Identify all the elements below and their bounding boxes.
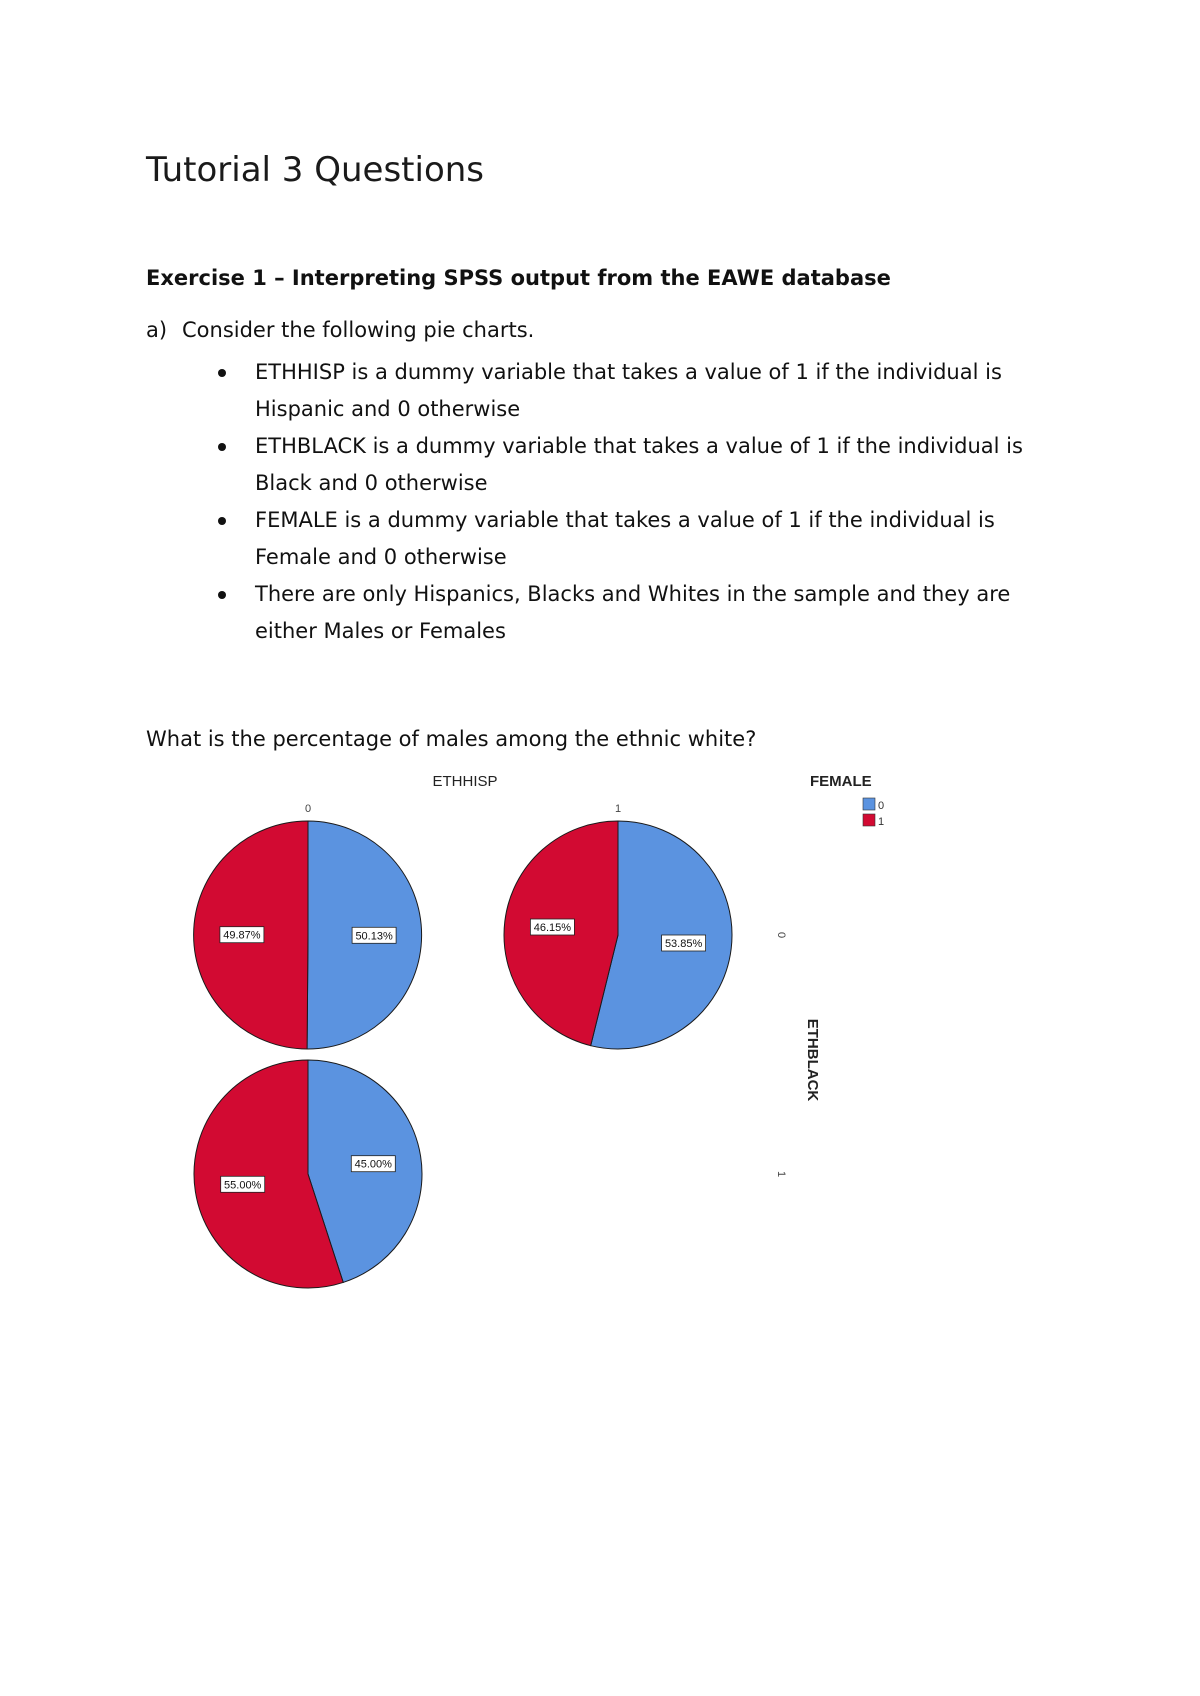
- pie-2-data-label-0: 45.00%: [354, 1158, 392, 1171]
- list-item-text: ETHBLACK is a dummy variable that takes a value of 1 if the individual is Black and 0 otherwise: [255, 434, 1023, 495]
- column-label-0: 0: [304, 803, 312, 815]
- list-item-text: ETHHISP is a dummy variable that takes a value of 1 if the individual is Hispanic and 0 otherwise: [255, 360, 1002, 421]
- list-item: [215, 354, 1075, 428]
- row-label-1: 1: [775, 1170, 787, 1178]
- list-item-text: There are only Hispanics, Blacks and Whites in the sample and they are either Males or Females: [255, 582, 1011, 643]
- bullet-icon: [218, 517, 226, 525]
- legend-label-1: 1: [878, 816, 885, 828]
- definition-list: [215, 354, 1075, 650]
- list-item-text: FEMALE is a dummy variable that takes a value of 1 if the individual is Female and 0 otherwise: [255, 508, 995, 569]
- legend-label-0: 0: [878, 800, 885, 812]
- pie-chart-svg: [180, 760, 960, 1320]
- pie-0-data-label-1: 49.87%: [223, 929, 261, 942]
- pie-0-data-label-0: 50.13%: [355, 930, 393, 943]
- question-a-text: Consider the following pie charts.: [182, 318, 535, 342]
- bullet-icon: [218, 591, 226, 599]
- question-a-marker: a): [146, 318, 168, 342]
- bullet-icon: [218, 443, 226, 451]
- exercise-heading: Exercise 1 – Interpreting SPSS output from the EAWE database: [146, 266, 891, 290]
- pie-panels: [194, 821, 732, 1288]
- pie-1-data-label-0: 53.85%: [664, 938, 703, 950]
- chart-title: ETHHISP: [432, 773, 498, 790]
- pie-2-data-label-1: 55.00%: [224, 1179, 262, 1192]
- row-label-0: 0: [775, 931, 787, 939]
- pie-1-data-label-1: 46.15%: [533, 922, 572, 934]
- pie-chart-figure: [180, 760, 960, 1320]
- legend-title: FEMALE: [810, 773, 872, 790]
- legend-swatch-0: [863, 798, 875, 810]
- list-item: [215, 428, 1075, 502]
- list-item: [215, 502, 1075, 576]
- question-a: [146, 318, 534, 342]
- question-text: What is the percentage of males among the ethnic white?: [146, 727, 757, 751]
- row-title: ETHBLACK: [804, 1018, 821, 1102]
- legend-swatch-1: [863, 814, 875, 826]
- column-label-1: 1: [614, 803, 622, 815]
- page-title: Tutorial 3 Questions: [146, 150, 485, 190]
- list-item: [215, 576, 1075, 650]
- bullet-icon: [218, 369, 226, 377]
